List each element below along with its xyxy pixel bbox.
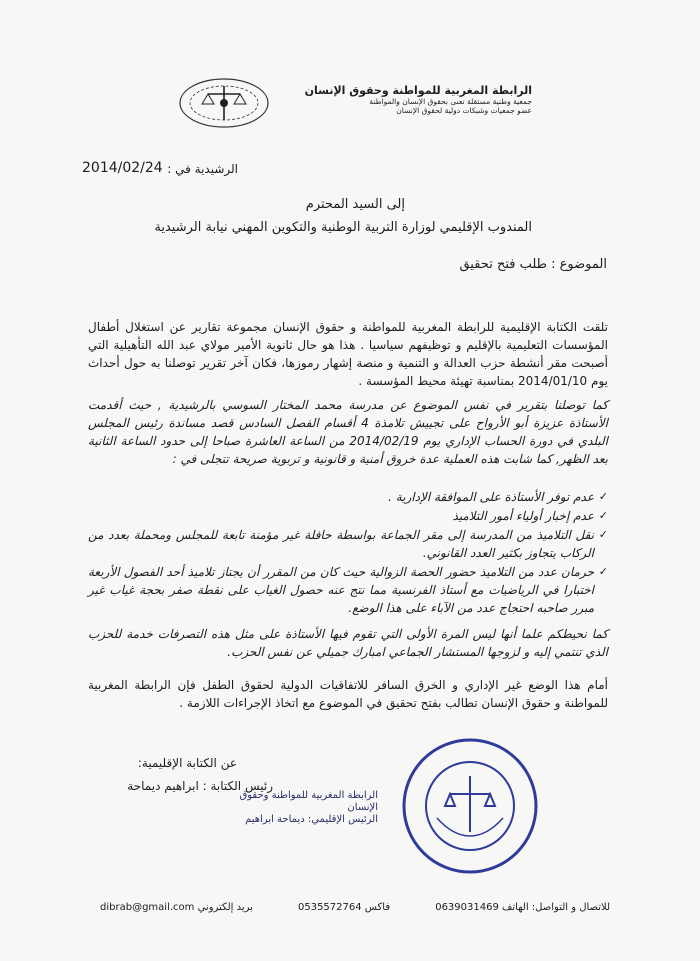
recipient-salutation: إلى السيد المحترم (305, 197, 405, 212)
contact-label: للاتصال و التواصل: الهاتف (502, 902, 610, 913)
email-address[interactable]: dibrab@gmail.com (100, 902, 195, 913)
fax-label: فاكس (364, 902, 391, 913)
date-label: الرشيدية في : (167, 162, 238, 176)
violations-list (88, 488, 608, 618)
letterhead-line-2: جمعية وطنية مستقلة تعنى بحقوق الإنسان والمواطنة (369, 97, 532, 106)
signature-stamp (238, 790, 378, 826)
contact-footer (100, 902, 610, 913)
list-item: ✓ عدم توفر الأستاذة على الموافقة الإدارية . (88, 488, 608, 506)
list-item: ✓ حرمان عدد من التلاميذ حضور الحصة الزوالية حيث كان من المقرر أن يجتاز تلاميذ أحد الفصول الأربعة اختبارا في الرياضيات مع أستاذ الفرنسية مما نتج عنه حصول الغياب على نقطة صفر بحجة غياب غير مبرر صاحبه احتجاج عدد من الآباء على هذا الوضع. (88, 563, 608, 617)
list-item: ✓ نقل التلاميذ من المدرسة إلى مقر الجماعة بواسطة حافلة غير مؤمنة تابعة للمجلس ومحملة بعدد من الركاب يتجاوز بكثير العدد القانوني. (88, 526, 608, 562)
body-paragraph-2: كما توصلنا بتقرير في نفس الموضوع عن مدرسة محمد المختار السوسي بالرشيدية , حيث أقدمت الأستاذة عزيزة أبو الأرواح على تجييش تلامذة 4 أقسام الفصل السادس قصد مساندة رئيس المجلس البلدي في دورة الحساب الإداري يوم 2014/02/19 من الساعة العاشرة صباحا إلى حدود الساعة الثانية بعد الظهر, كما شابت هذه العملية عدة خروق أمنية و قانونية و تربوية صريحة تتجلى في : (88, 398, 609, 466)
body-paragraph-4: أمام هذا الوضع غير الإداري و الخرق السافر للاتفاقيات الدولية لحقوق الطفل فإن الرابطة المغربية للمواطنة و حقوق الإنسان تطالب بفتح تحقيق في الموضوع مع اتخاذ الإجراءات اللازمة . (88, 678, 608, 710)
letterhead-line-3: عضو جمعيات وشبكات دولية لحقوق الإنسان (396, 106, 532, 115)
recipient-title: المندوب الإقليمي لوزارة التربية الوطنية والتكوين المهني نيابة الرشيدية (154, 220, 532, 235)
signature-stamp-org: الرابطة المغربية للمواطنة وحقوق الإنسان (239, 790, 378, 813)
email-label: بريد إلكتروني (197, 902, 253, 913)
letterhead (252, 84, 532, 115)
signature-stamp-president: الرئيس الإقليمي: ديماحة ابراهيم (245, 814, 378, 825)
body-paragraph-3: كما نحيطكم علما أنها ليس المرة الأولى التي تقوم فيها الأستاذة على مثل هذه التصرفات خدمة للحزب الذي تنتمي إليه و لزوجها المستشار الجماعي امبارك جميلي عن نفس الحزب. (88, 627, 608, 659)
body-paragraph-1: تلقت الكتابة الإقليمية للرابطة المغربية للمواطنة و حقوق الإنسان مجموعة تقارير عن استغلال أطفال المؤسسات التعليمية بالإقليم و توظيفهم سياسيا . هذا هو حال ثانوية الأمير مولاي عبد الله التأهيلية التي أصبحت مقر أنشطة حزب العدالة و التنمية و منصة إشهار رموزها، فكان آخر تقرير توصلنا به حول أحداث يوم 2014/01/10 بمناسبة تهيئة محيط المؤسسة . (88, 320, 608, 388)
signature-heading: عن الكتابة الإقليمية: (137, 756, 237, 770)
list-item: ✓ عدم إخبار أولياء أمور التلاميذ (88, 507, 608, 525)
date-value: 2014/02/24 (82, 160, 163, 176)
fax-number: 0535572764 (297, 902, 362, 913)
signature-line: رئيس الكتابة : ابراهيم ديماحة (127, 779, 273, 793)
round-stamp (395, 736, 545, 876)
letterhead-org-name: الرابطة المغربية للمواطنة وحقوق الإنسان (304, 84, 532, 97)
subject-line: الموضوع : طلب فتح تحقيق (459, 257, 607, 272)
phone-number: 0639031469 (435, 902, 499, 913)
